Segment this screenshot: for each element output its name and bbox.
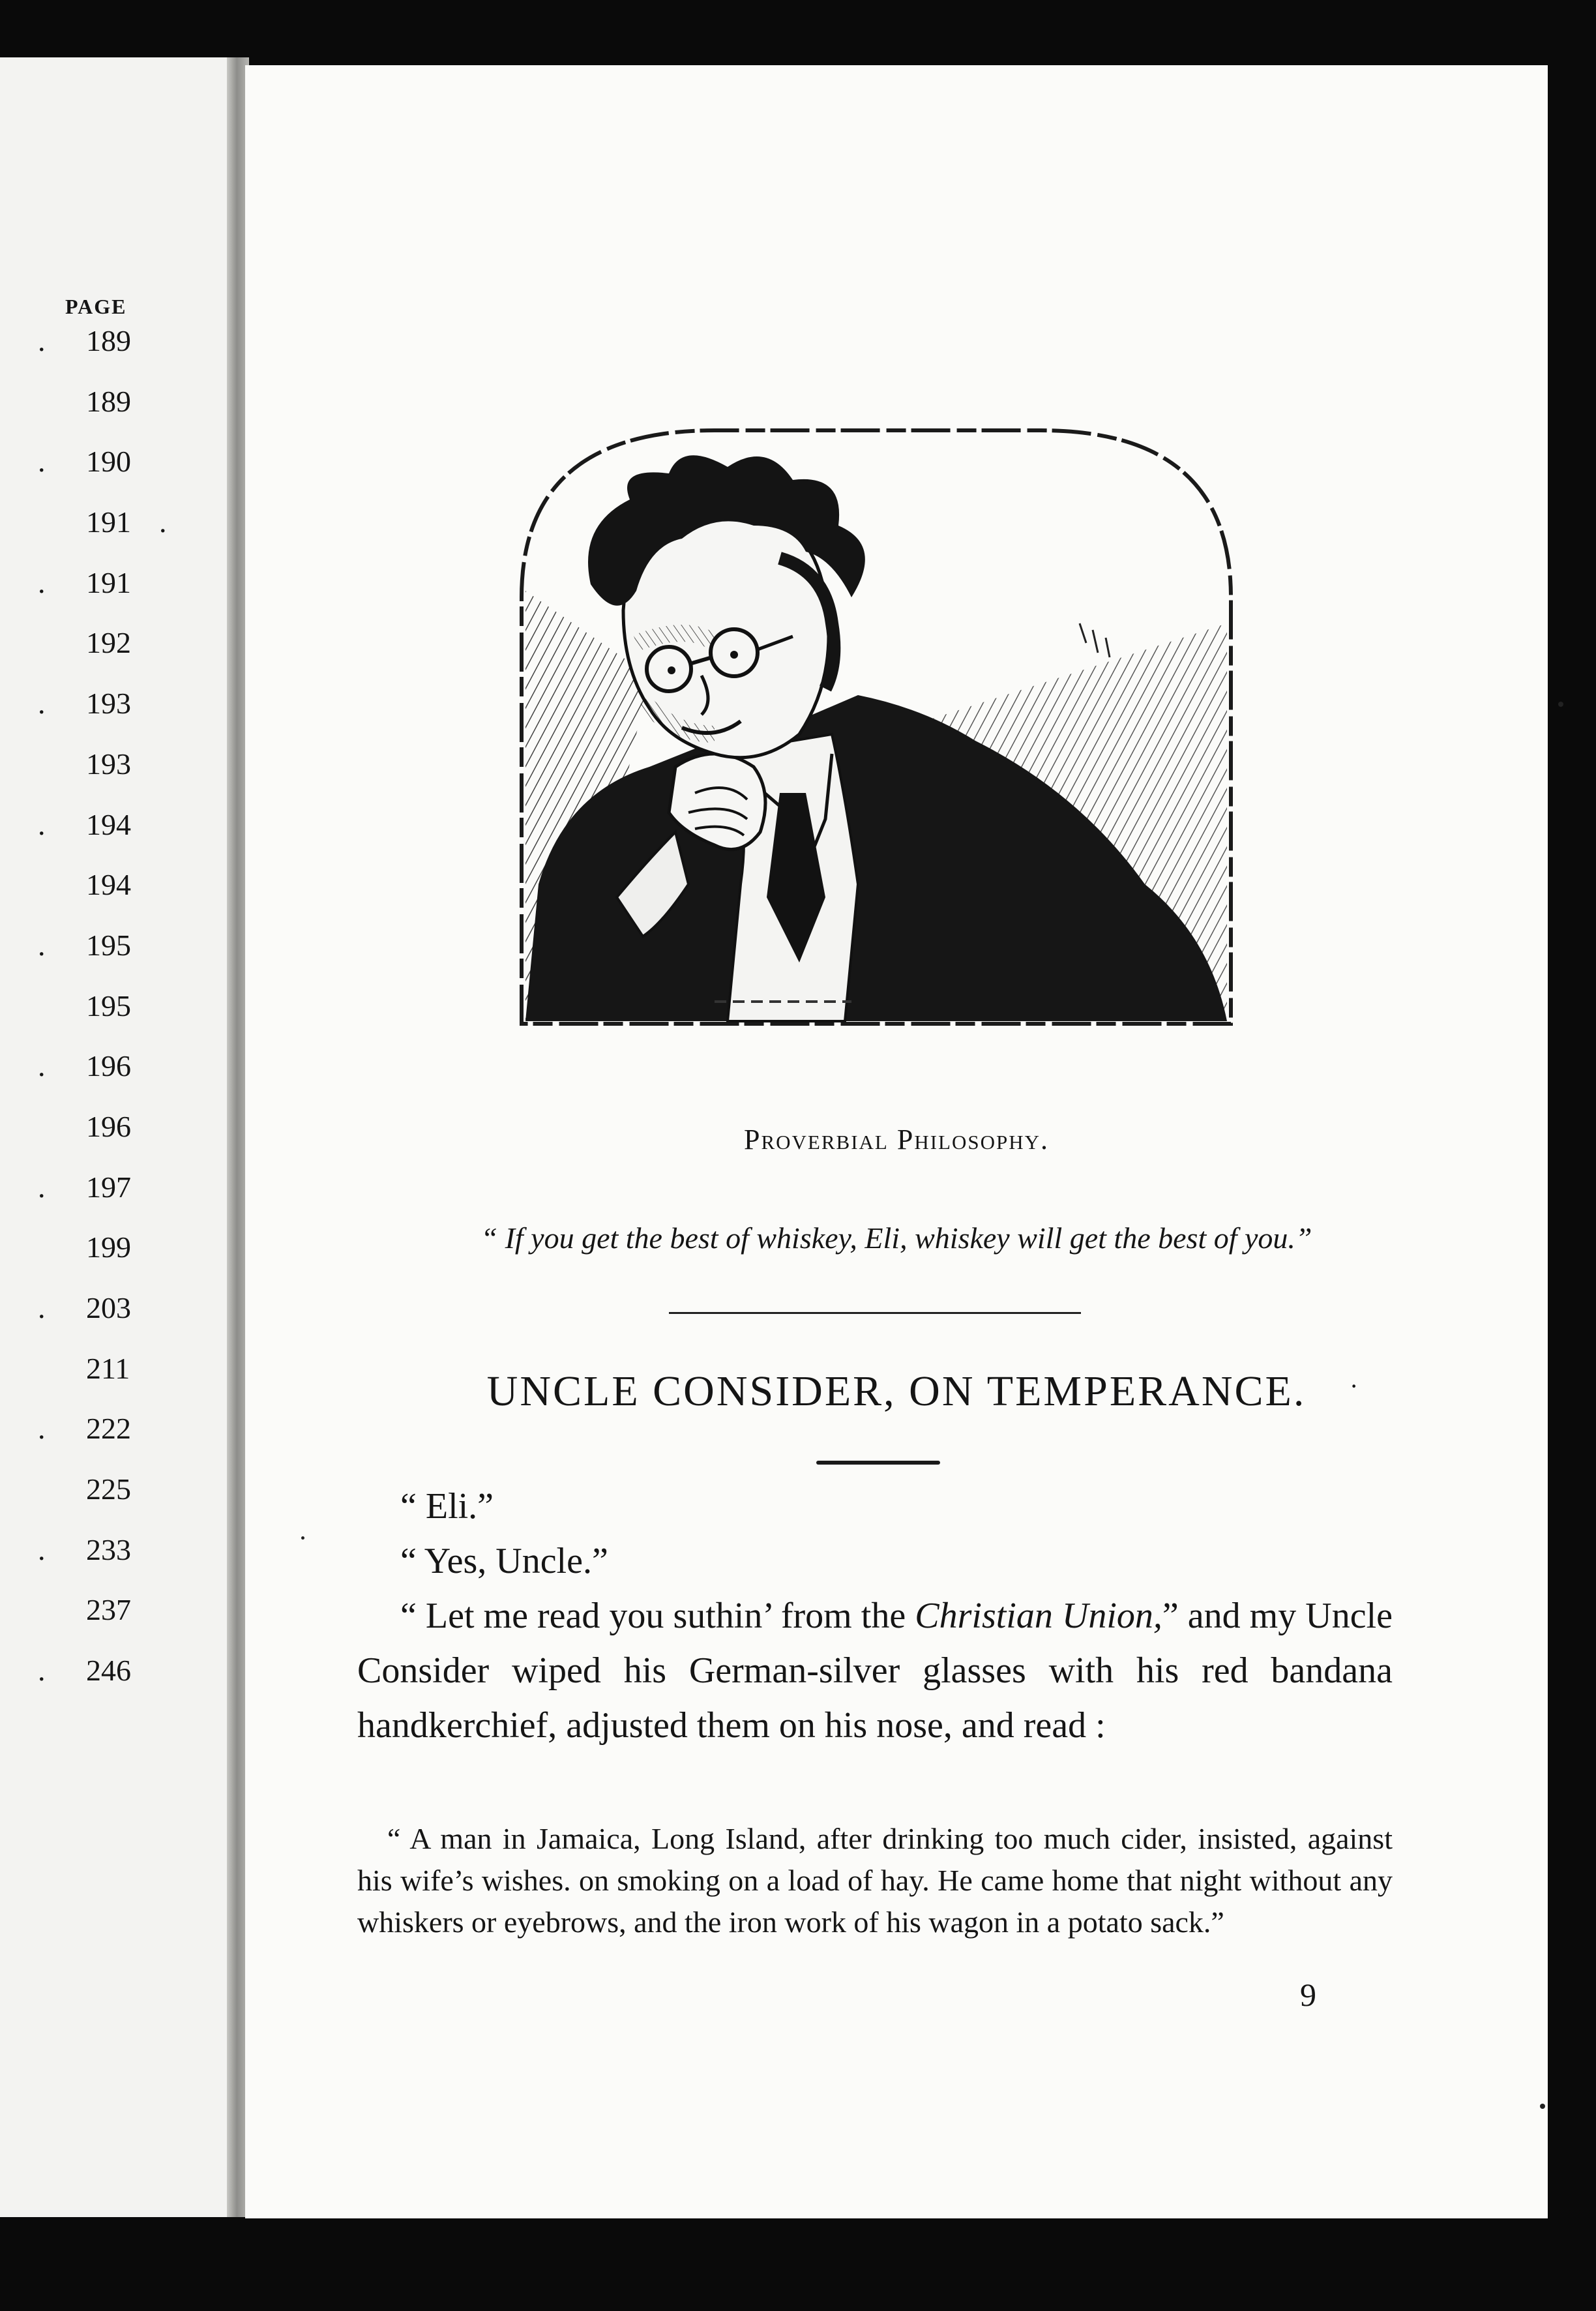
illustration-caption-quote: “ If you get the best of whiskey, Eli, whiskey will get the best of you.” (480, 1221, 1312, 1255)
toc-page-header: PAGE (65, 295, 127, 318)
toc-leader-dot: . (38, 1291, 46, 1324)
scan-speck (1558, 702, 1563, 707)
page-number: 9 (1300, 1976, 1316, 2013)
toc-leader-dot: . (38, 1170, 46, 1204)
toc-leader-dot: . (38, 324, 46, 357)
toc-entry (0, 1346, 243, 1407)
toc-page-number: 203 (86, 1291, 131, 1324)
toc-leader-dot: . (38, 565, 46, 599)
illustration-caption-title: Proverbial Philosophy. (743, 1124, 1049, 1156)
dialogue-line-yes-uncle: “ Yes, Uncle.” (400, 1541, 608, 1581)
toc-leader-dot: . (38, 445, 46, 479)
scan-speck (301, 1536, 304, 1540)
toc-entry (0, 499, 243, 560)
toc-page-number: 222 (86, 1412, 131, 1446)
scan-speck (1540, 2104, 1545, 2109)
toc-leader-dot: . (38, 807, 46, 841)
toc-page-number: 196 (86, 1109, 131, 1143)
title-underline-rule (816, 1461, 940, 1465)
toc-entry (0, 1406, 243, 1467)
toc-entry (0, 1527, 243, 1588)
toc-page-number: 193 (86, 687, 131, 721)
toc-page-number: 199 (86, 1230, 131, 1264)
toc-page-number: 195 (86, 928, 131, 962)
toc-page-number: 192 (86, 626, 131, 660)
toc-page-number: 246 (86, 1654, 131, 1688)
toc-page-number: 194 (86, 868, 131, 902)
toc-leader-dot: . (38, 1049, 46, 1083)
toc-leader-dot: . (38, 1654, 46, 1688)
toc-entry (0, 1165, 243, 1225)
toc-page-number: 194 (86, 807, 131, 841)
toc-page-list (0, 318, 243, 1708)
title-bullet: · (1350, 1371, 1359, 1401)
toc-page-number: 195 (86, 989, 131, 1022)
toc-entry (0, 1467, 243, 1527)
chapter-title: UNCLE CONSIDER, ON TEMPERANCE. (486, 1367, 1307, 1415)
toc-entry (0, 983, 243, 1044)
toc-entry (0, 1225, 243, 1285)
toc-leader-dot: . (38, 1532, 46, 1566)
toc-entry (0, 1648, 243, 1708)
toc-page-number: 189 (86, 384, 131, 418)
toc-page-number: 211 (86, 1351, 130, 1385)
toc-entry (0, 862, 243, 923)
toc-page-number: 193 (86, 747, 131, 781)
dialogue-line-eli: “ Eli.” (400, 1486, 494, 1527)
toc-page-number: 225 (86, 1472, 131, 1506)
narrative-rest: ” and my Uncle Consider wiped his German-silver glasses with his red bandana handkerchief, adjusted them on his nose, and read : (357, 1596, 1393, 1746)
publication-name: Christian Union, (915, 1596, 1162, 1636)
toc-page-number: 233 (86, 1532, 131, 1566)
toc-page-number: 191 (86, 505, 131, 539)
quoted-news-item (357, 1818, 1393, 1943)
toc-entry (0, 681, 243, 741)
toc-leader-dot: . (38, 1412, 46, 1446)
toc-entry (0, 923, 243, 983)
toc-entry (0, 620, 243, 681)
toc-page-number: 190 (86, 445, 131, 479)
toc-entry (0, 1043, 243, 1104)
toc-entry (0, 439, 243, 499)
toc-entry (0, 318, 243, 379)
toc-page-number: 189 (86, 324, 131, 357)
toc-entry (0, 1285, 243, 1346)
toc-leader-dot: . (38, 928, 46, 962)
toc-entry (0, 1587, 243, 1648)
narrative-paragraph (357, 1588, 1393, 1753)
toc-entry (0, 741, 243, 802)
narrative-start: “ Let me read you suthin’ from the (400, 1596, 915, 1636)
section-divider-rule (669, 1312, 1081, 1314)
toc-trailing-dot: . (159, 505, 167, 539)
illustration-uncle-consider (519, 428, 1234, 1026)
toc-page-number: 191 (86, 565, 131, 599)
toc-leader-dot: . (38, 687, 46, 721)
toc-entry (0, 560, 243, 621)
toc-page-number: 196 (86, 1049, 131, 1083)
toc-page-number: 237 (86, 1593, 131, 1627)
body-text (357, 1479, 1393, 1753)
quoted-news-text: “ A man in Jamaica, Long Island, after drinking too much cider, insisted, against his wife’s wishes. on smoking on a load of hay. He came home that night without any whiskers or eyebrows, and the iron work of his wagon in a potato sack.” (357, 1822, 1393, 1939)
toc-entry (0, 379, 243, 440)
toc-entry (0, 1104, 243, 1165)
toc-page-number: 197 (86, 1170, 131, 1204)
toc-entry (0, 802, 243, 863)
